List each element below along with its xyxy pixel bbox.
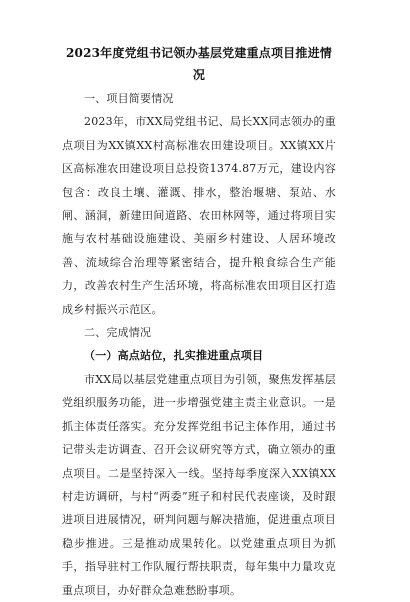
subsection-heading-high-position: （一）高点站位，扎实推进重点项目: [84, 349, 264, 363]
paragraph-project-overview: 2023年，市XX局党组书记、局长XX同志领办的重点项目为XX镇XX村高标准农田建设项目。XX镇XX片区高标准农田建设项目总投资1374.87万元，建设内容包含：改良土壤、灌溉、排水，整治堰塘、泵站、水闸、涵洞，新建田间道路、农田林网等，通过将项目实施与农村基础设施建设、美丽乡村建设、人居环境改善、流域综合治理等紧密结合，提升粮食综合生产能力，改善农村生产生活环境，将高标准农田项目区打造成乡村振兴示范区。: [62, 115, 336, 316]
paragraph-completion: 市XX局以基层党建重点项目为引领，聚焦发挥基层党组织服务功能，进一步增强党建主责主业意识。一是抓主体责任落实。充分发挥党组书记主体作用，通过书记带头走访调查、召开会议研究等方式，确立领办的重点项目。二是坚持深入一线。坚持每季度深入XX镇XX村走访调研，与村“两委”班子和村民代表座谈，及时跟进项目进展情况，研判问题与解决措施，促进重点项目稳步推进。三是推动成果转化。以党建重点项目为抓手，指导驻村工作队履行帮扶职责，每年集中力量攻克重点项目，办好群众急难愁盼事项。: [62, 372, 336, 597]
section-heading-completion: 二、完成情况: [84, 326, 152, 340]
document-title: 2023年度党组书记领办基层党建重点项目推进情况: [65, 46, 332, 82]
section-heading-project-overview: 一、项目简要情况: [84, 92, 174, 105]
